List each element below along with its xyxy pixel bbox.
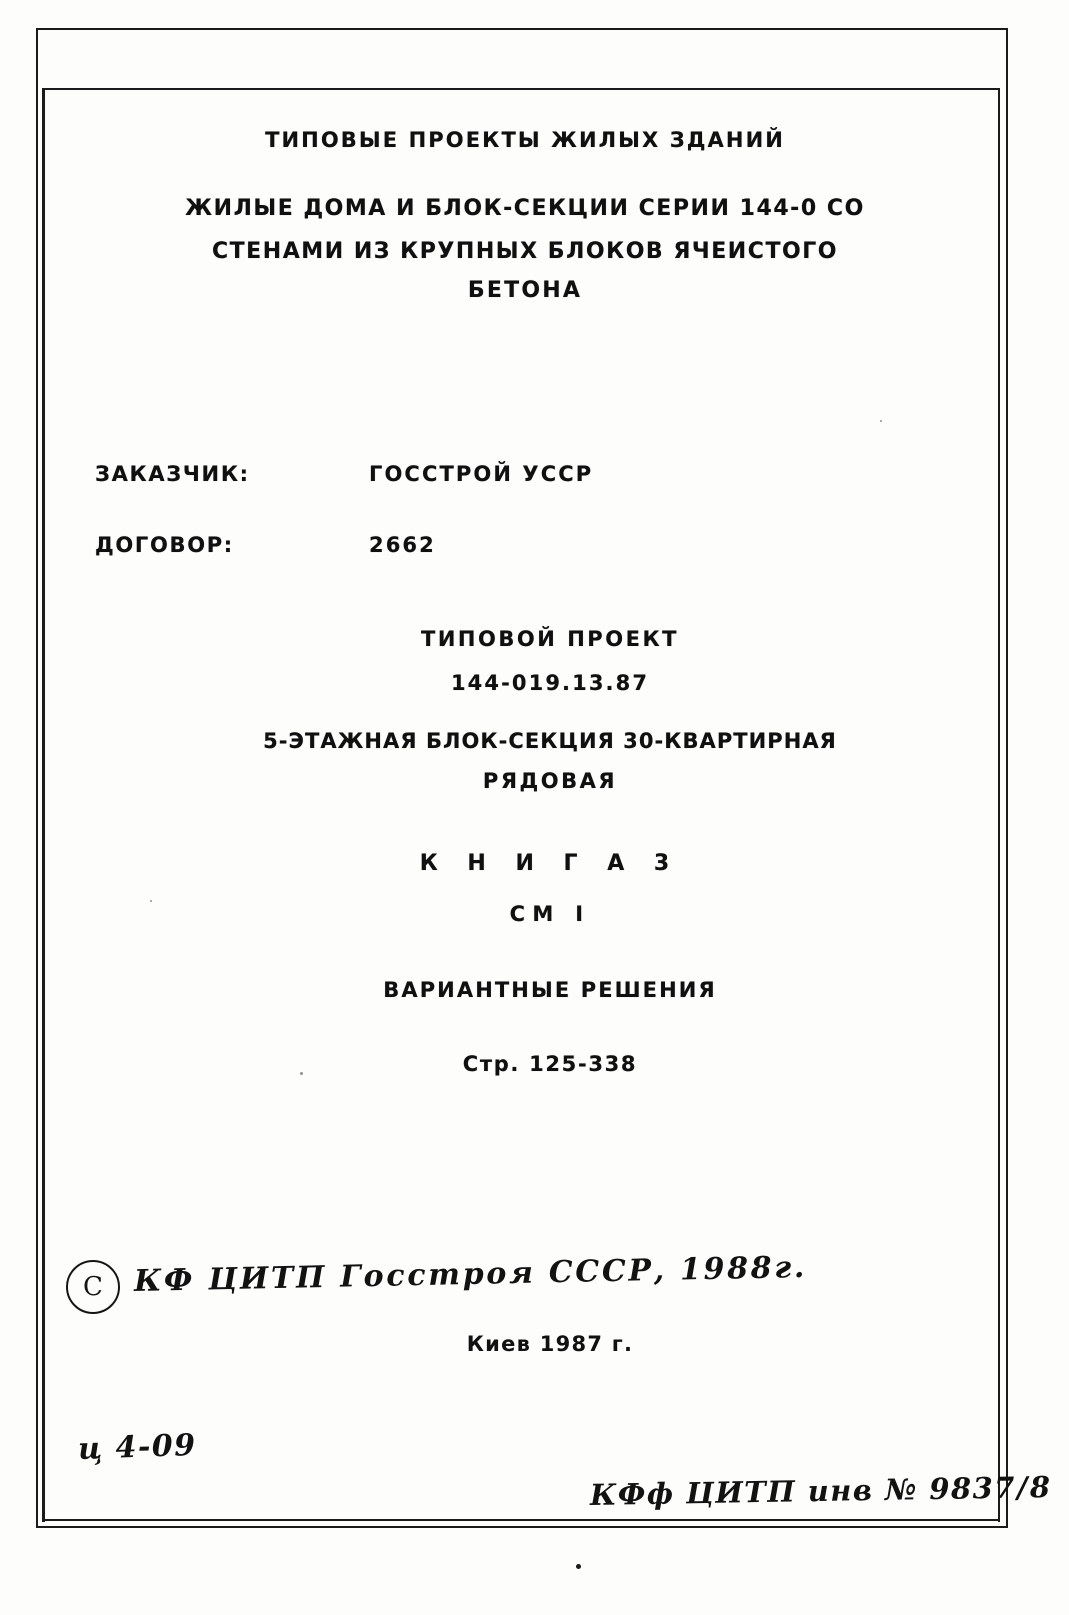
header-line-2: ЖИЛЫЕ ДОМА И БЛОК-СЕКЦИИ СЕРИИ 144-0 СО <box>185 196 865 221</box>
copyright-row <box>66 1249 996 1328</box>
inventory-prefix: КФф ЦИТП инв № <box>589 1472 919 1512</box>
header-line-4: БЕТОНА <box>467 278 583 303</box>
project-block <box>200 627 900 1076</box>
scan-speck <box>880 420 882 422</box>
scan-speck <box>150 900 152 902</box>
inventory-number: 9837 <box>929 1470 1017 1507</box>
scan-speck <box>300 1072 303 1075</box>
scan-artifact-dot <box>576 1564 581 1569</box>
cm-marking: СМ I <box>509 902 591 926</box>
copyright-icon: C <box>66 1260 120 1314</box>
page-border-inner-bottom <box>42 1519 1000 1521</box>
shelf-mark-annotation: ц 4-09 <box>77 1427 198 1467</box>
copyright-text: КФ ЦИТП Госстроя СССР, 1988г. <box>133 1249 808 1299</box>
client-value: ГОССТРОЙ УССР <box>369 462 594 486</box>
page-range: Стр. 125-338 <box>462 1052 638 1076</box>
document-header <box>60 128 990 303</box>
client-row <box>95 462 895 486</box>
project-description-line-2: РЯДОВАЯ <box>482 769 618 793</box>
header-line-3: СТЕНАМИ ИЗ КРУПНЫХ БЛОКОВ ЯЧЕИСТОГО <box>211 239 839 264</box>
inventory-suffix: 8 <box>1029 1469 1052 1505</box>
variant-solutions-title: ВАРИАНТНЫЕ РЕШЕНИЯ <box>383 978 717 1002</box>
book-number: К Н И Г А 3 <box>419 851 681 876</box>
contract-value: 2662 <box>369 533 436 557</box>
project-code: 144-019.13.87 <box>450 671 650 695</box>
project-title: ТИПОВОЙ ПРОЕКТ <box>420 627 679 651</box>
project-description-line-1: 5-ЭТАЖНАЯ БЛОК-СЕКЦИЯ 30-КВАРТИРНАЯ <box>263 729 837 753</box>
inventory-number-fraction <box>929 1470 1052 1506</box>
contract-row <box>95 533 895 557</box>
city-and-year: Киев 1987 г. <box>466 1332 634 1356</box>
inventory-separator: / <box>1016 1470 1030 1505</box>
header-line-1: ТИПОВЫЕ ПРОЕКТЫ ЖИЛЫХ ЗДАНИЙ <box>265 128 785 152</box>
contract-label: ДОГОВОР: <box>95 533 234 557</box>
client-label: ЗАКАЗЧИК: <box>95 462 250 486</box>
